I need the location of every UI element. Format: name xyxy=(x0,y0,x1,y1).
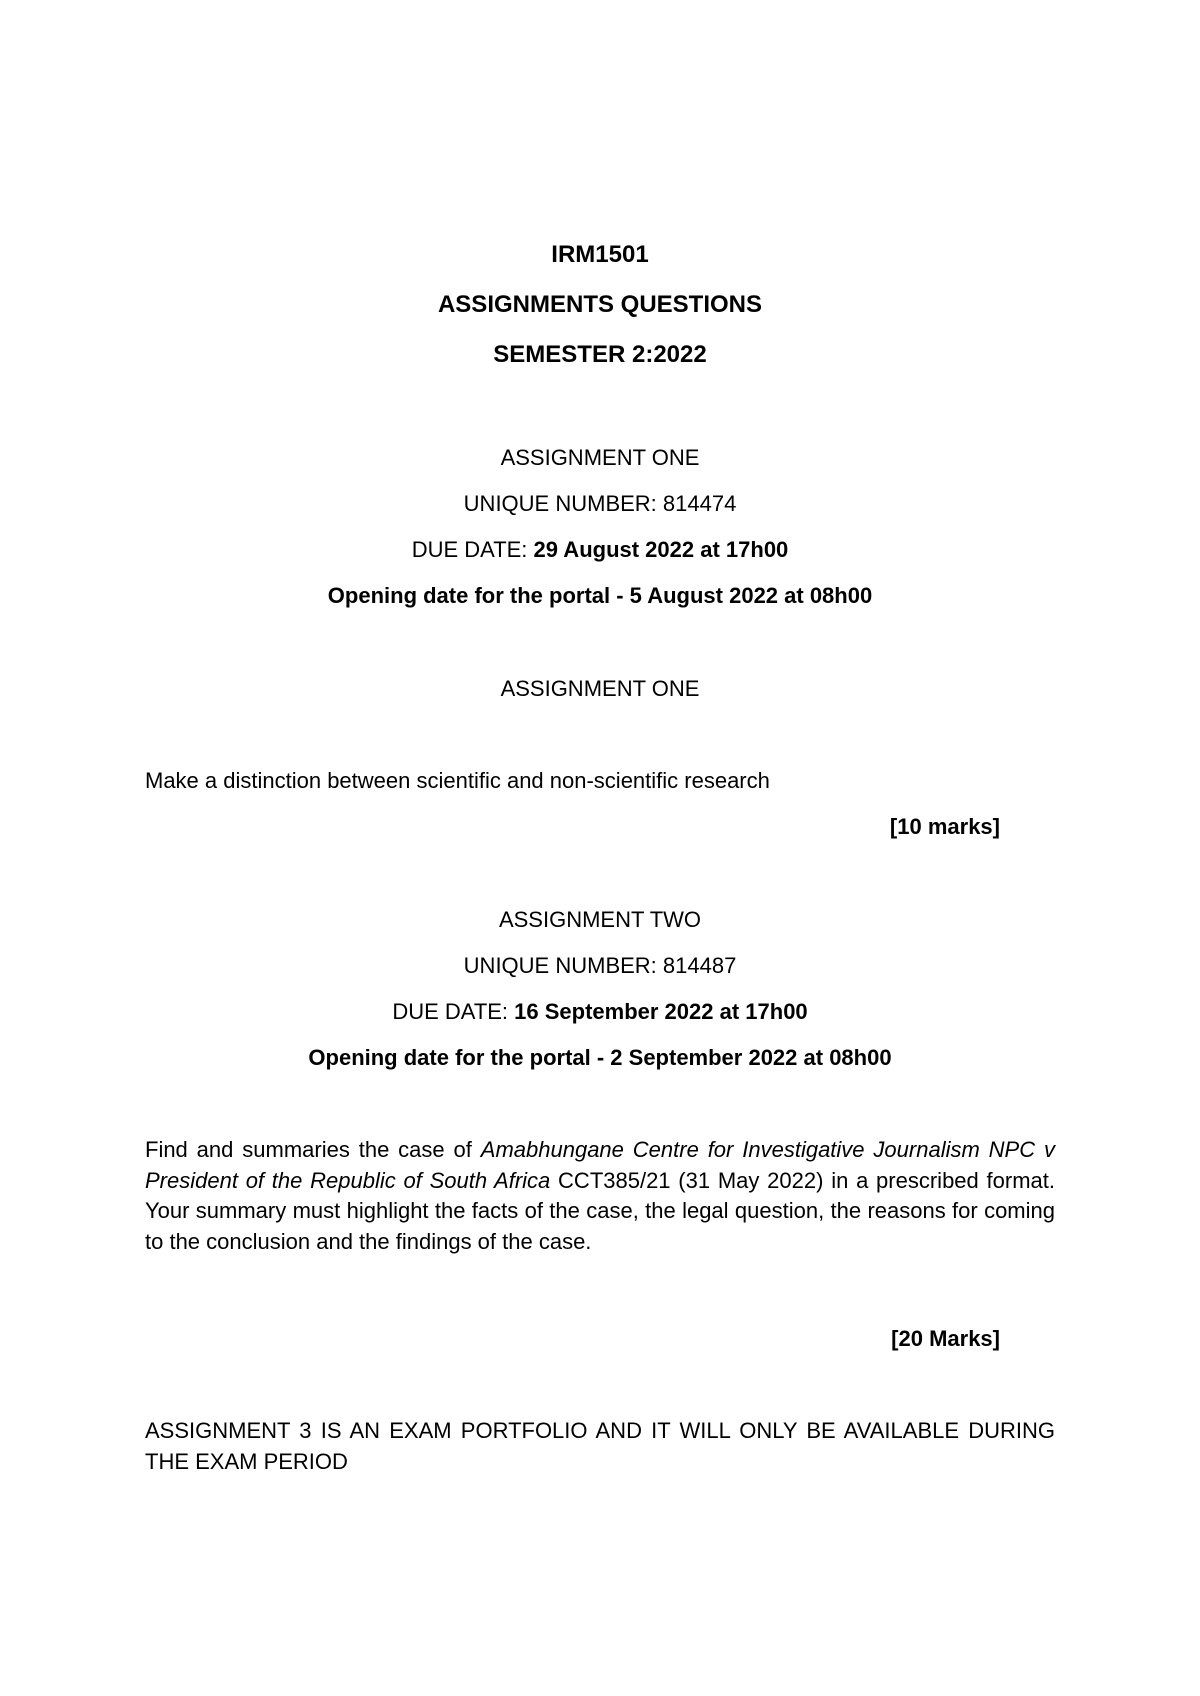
question-text-part2: CCT385/21 (31 May 2022) in a prescribed format. Your summary must highlight the facts of the case, the legal question, the reasons for coming to the conclusion and the findings of the case. xyxy=(145,1167,1055,1254)
due-date-label: DUE DATE: xyxy=(411,537,528,562)
question-text-part1: Find and summaries the case of xyxy=(145,1137,481,1162)
due-date-value: 16 September 2022 at 17h00 xyxy=(508,999,808,1024)
due-date-label: DUE DATE: xyxy=(392,999,509,1024)
assignment-one-marks: [10 marks] xyxy=(889,814,1000,839)
assignment-one-question-heading: ASSIGNMENT ONE xyxy=(500,676,700,701)
assignment-two-marks: [20 Marks] xyxy=(891,1326,1000,1351)
case-name: Amabhungane Centre for Investigative Journalism NPC v President of the Republic of South Africa xyxy=(145,1137,1056,1193)
assignment-two-opening-date: Opening date for the portal - 2 September 2022 at 08h00 xyxy=(308,1045,892,1070)
course-code: IRM1501 xyxy=(551,241,649,268)
assignment-one-due-date xyxy=(0,535,1200,565)
assignment-two-question xyxy=(145,1135,1055,1257)
assignment-three-notice: ASSIGNMENT 3 IS AN EXAM PORTFOLIO AND IT WILL ONLY BE AVAILABLE DURING THE EXAM PERIOD xyxy=(145,1418,1055,1474)
document-title: ASSIGNMENTS QUESTIONS xyxy=(437,291,763,318)
assignment-two-unique-number: UNIQUE NUMBER: 814487 xyxy=(463,953,737,978)
assignment-two-heading: ASSIGNMENT TWO xyxy=(498,907,702,932)
assignment-one-heading: ASSIGNMENT ONE xyxy=(500,445,700,470)
assignment-one-opening-date: Opening date for the portal - 5 August 2022 at 08h00 xyxy=(327,583,873,608)
assignment-one-question: Make a distinction between scientific and non-scientific research xyxy=(145,768,770,793)
assignment-one-unique-number: UNIQUE NUMBER: 814474 xyxy=(463,491,737,516)
due-date-value: 29 August 2022 at 17h00 xyxy=(527,537,789,562)
semester-label: SEMESTER 2:2022 xyxy=(493,341,707,368)
assignment-two-due-date xyxy=(0,997,1200,1027)
